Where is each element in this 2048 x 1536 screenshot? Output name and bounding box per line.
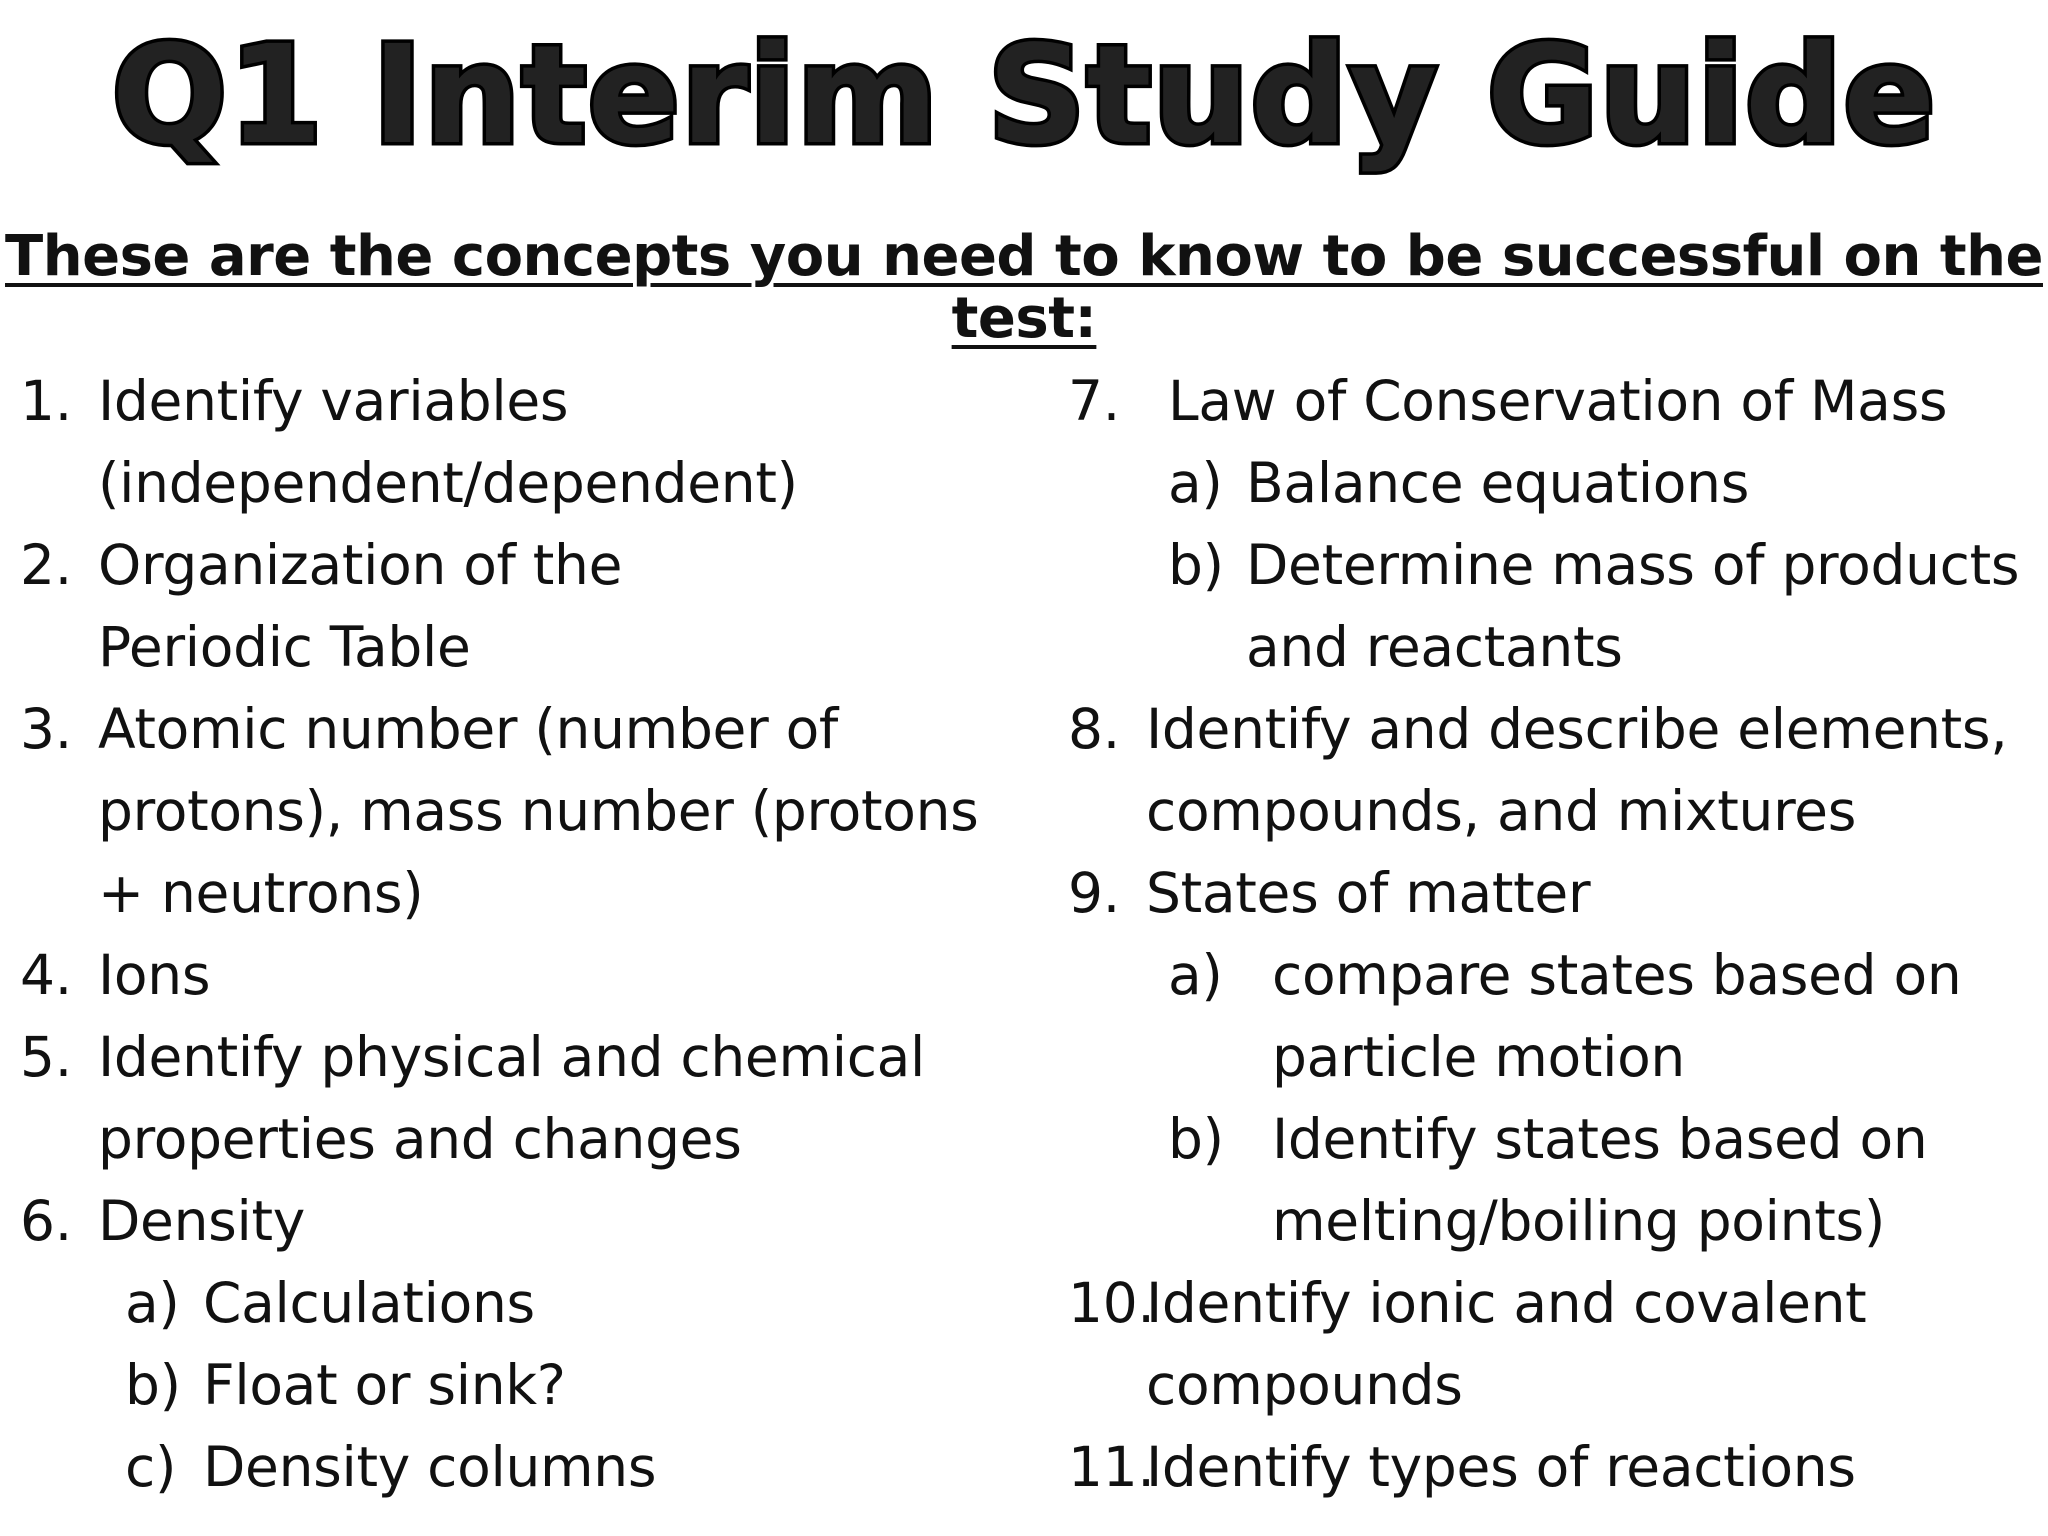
sublist-conservation	[1068, 442, 2043, 688]
right-column	[1068, 360, 2043, 1508]
sub-item	[125, 1426, 1040, 1508]
sub-item-letter: a)	[1168, 943, 1223, 1007]
item-number: 6.	[20, 1189, 72, 1253]
item-text: Identify physical and chemical properties and changes	[98, 1025, 926, 1171]
list-item-10	[1068, 1262, 2043, 1426]
list-item-6	[20, 1180, 1040, 1262]
sub-item-text: compare states based on particle motion	[1272, 943, 1962, 1089]
sublist-states	[1068, 934, 2043, 1262]
sub-item	[125, 1262, 1040, 1344]
item-text: Ions	[98, 943, 211, 1007]
item-number: 10.	[1068, 1271, 1155, 1335]
item-number: 9.	[1068, 861, 1120, 925]
sub-item-letter: b)	[125, 1353, 181, 1417]
left-column	[20, 360, 1040, 1508]
item-number: 3.	[20, 697, 72, 761]
list-item-11	[1068, 1426, 2043, 1508]
item-number: 5.	[20, 1025, 72, 1089]
list-item-5	[20, 1016, 1040, 1180]
list-item-8	[1068, 688, 2043, 852]
item-text: Identify variables (independent/dependent)	[98, 369, 798, 515]
list-item-2	[20, 524, 1040, 688]
sub-item	[1168, 442, 2043, 524]
sub-item-text: Float or sink?	[203, 1353, 566, 1417]
item-number: 2.	[20, 533, 72, 597]
sub-item-text: Calculations	[203, 1271, 535, 1335]
sub-item-text: Balance equations	[1246, 451, 1750, 515]
item-text: Atomic number (number of protons), mass number (protons + neutrons)	[98, 697, 979, 925]
list-item-1	[20, 360, 1040, 524]
item-number: 11.	[1068, 1435, 1155, 1499]
sub-item-letter: c)	[125, 1435, 177, 1499]
sub-item-text: Identify states based on melting/boiling points)	[1272, 1107, 1928, 1253]
item-text: Identify types of reactions	[1146, 1435, 1856, 1499]
sub-item	[1168, 1098, 2043, 1262]
sub-item-letter: a)	[125, 1271, 180, 1335]
sub-item-letter: b)	[1168, 533, 1224, 597]
sub-item	[1168, 524, 2043, 688]
sublist-density	[20, 1262, 1040, 1508]
sub-item-text: Determine mass of products and reactants	[1246, 533, 2020, 679]
item-text: Law of Conservation of Mass	[1168, 369, 1948, 433]
list-item-7	[1068, 360, 2043, 442]
item-number: 4.	[20, 943, 72, 1007]
item-number: 1.	[20, 369, 72, 433]
sub-item-letter: b)	[1168, 1107, 1224, 1171]
list-item-9	[1068, 852, 2043, 934]
list-item-3	[20, 688, 1040, 934]
list-item-4	[20, 934, 1040, 1016]
subtitle: These are the concepts you need to know to be successful on the test:	[5, 224, 2043, 351]
page-title: Q1 Interim Study Guide	[111, 17, 1937, 175]
sub-item-letter: a)	[1168, 451, 1223, 515]
sub-item	[125, 1344, 1040, 1426]
item-number: 7.	[1068, 369, 1120, 433]
item-text: States of matter	[1146, 861, 1591, 925]
item-text: Identify ionic and covalent compounds	[1146, 1271, 1867, 1417]
item-text: Organization of the Periodic Table	[98, 533, 623, 679]
sub-item-text: Density columns	[203, 1435, 657, 1499]
sub-item	[1168, 934, 2043, 1098]
item-text: Identify and describe elements, compounds, and mixtures	[1146, 697, 2008, 843]
item-number: 8.	[1068, 697, 1120, 761]
item-text: Density	[98, 1189, 305, 1253]
